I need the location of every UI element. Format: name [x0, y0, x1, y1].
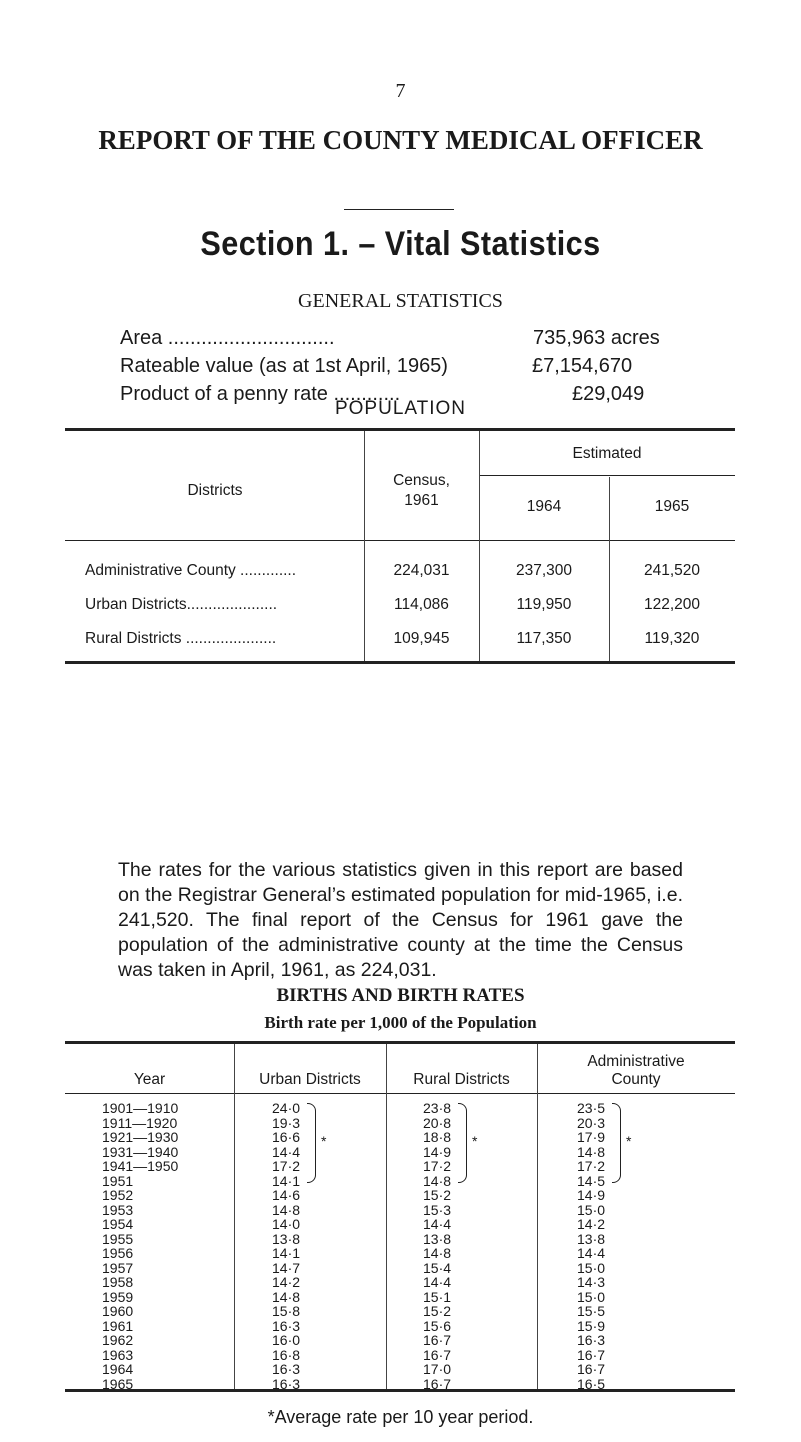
general-value: 735,963 acres: [533, 327, 660, 349]
birth-urban: 14·8: [272, 1201, 301, 1218]
birth-year: 1951: [102, 1172, 134, 1189]
pop-1964: 237,300: [515, 562, 573, 579]
col-header-admin: Administrative: [587, 1053, 685, 1070]
pop-district: Urban Districts.....................: [85, 596, 278, 613]
table-rule: [65, 1389, 735, 1392]
col-header-admin-county: County: [611, 1071, 661, 1088]
birth-admin: 16·7: [577, 1346, 606, 1363]
population-heading: POPULATION: [334, 398, 467, 419]
birth-admin: 14·9: [577, 1187, 606, 1203]
birth-admin: 14·2: [577, 1216, 606, 1232]
section-title: Section 1. – Vital Statistics: [200, 225, 601, 263]
general-label: Rateable value (as at 1st April, 1965): [120, 355, 448, 377]
birth-year: 1952: [102, 1187, 134, 1203]
footnote: *Average rate per 10 year period.: [267, 1407, 534, 1427]
birth-admin: 20·3: [577, 1114, 606, 1131]
birth-rural: 16·7: [423, 1332, 452, 1348]
birth-year: 1965: [102, 1375, 134, 1392]
birth-rural: 18·8: [423, 1129, 452, 1145]
page-number: 7: [395, 80, 406, 102]
birth-year: 1959: [102, 1288, 134, 1305]
birth-admin: 15·0: [577, 1201, 606, 1218]
birth-rural: 15·2: [423, 1303, 452, 1319]
general-label: Product of a penny rate ............: [120, 383, 401, 405]
birth-urban: 13·8: [272, 1230, 301, 1247]
explanatory-paragraph: The rates for the various statistics given in this report are based on the Registrar General’s estimated population for mid-1965, i.e. 241,520. The final report of the Census for 1961 gave the population of the administrative county at the time the Census was taken in April, 1961, as 224,031.: [118, 859, 683, 981]
birth-rural: 20·8: [423, 1114, 452, 1131]
birth-admin: 17·9: [577, 1129, 606, 1145]
column-divider: [364, 431, 365, 661]
birth-urban: 16·8: [272, 1346, 301, 1363]
pop-district: Administrative County .............: [85, 562, 297, 579]
birth-urban: 16·3: [272, 1317, 301, 1334]
col-header-year: Year: [133, 1071, 166, 1088]
birth-year: 1962: [102, 1332, 134, 1348]
birth-admin: 14·4: [577, 1245, 606, 1261]
birth-rural: 13·8: [423, 1230, 452, 1247]
birth-year: 1963: [102, 1346, 134, 1363]
col-header-census: Census,: [393, 472, 450, 489]
birth-rural: 23·8: [423, 1100, 452, 1116]
birth-year: 1931—1940: [102, 1143, 179, 1160]
birth-urban: 14·0: [272, 1216, 301, 1232]
birth-admin: 16·3: [577, 1332, 606, 1348]
birth-admin: 13·8: [577, 1230, 606, 1247]
average-marker: *: [321, 1133, 327, 1149]
pop-1965: 241,520: [643, 562, 701, 579]
average-marker: *: [472, 1133, 478, 1149]
column-divider: [234, 1044, 235, 1389]
birth-admin: 16·5: [577, 1375, 606, 1392]
birth-rural: 14·9: [423, 1143, 452, 1160]
birth-year: 1961: [102, 1317, 134, 1334]
table-rule: [479, 475, 735, 476]
pop-district: Rural Districts .....................: [85, 630, 277, 647]
general-statistics-heading: GENERAL STATISTICS: [298, 290, 503, 312]
birth-year: 1901—1910: [102, 1100, 179, 1116]
birth-urban: 14·2: [272, 1274, 301, 1290]
pop-1964: 117,350: [516, 630, 572, 647]
birth-rural: 16·7: [423, 1375, 452, 1392]
birth-rural: 15·1: [423, 1288, 452, 1305]
birth-admin: 17·2: [577, 1158, 606, 1174]
average-brace: [612, 1103, 621, 1183]
general-label: Area ..............................: [120, 327, 335, 349]
pop-census: 224,031: [393, 562, 450, 579]
birth-rural: 15·2: [423, 1187, 452, 1203]
general-row-rateable-value: [120, 355, 680, 383]
column-divider: [537, 1044, 538, 1389]
birth-year: 1960: [102, 1303, 134, 1319]
birth-rural: 14·8: [423, 1172, 452, 1189]
table-rule: [65, 661, 735, 664]
pop-1964: 119,950: [516, 596, 572, 613]
average-brace: [458, 1103, 467, 1183]
pop-1965: 119,320: [644, 630, 700, 647]
col-header-urban: Urban Districts: [259, 1071, 361, 1088]
general-value: £7,154,670: [532, 355, 633, 377]
birth-rural: 17·2: [423, 1158, 452, 1174]
birth-urban: 14·1: [272, 1172, 301, 1189]
birth-rural: 15·6: [423, 1317, 452, 1334]
birth-urban: 19·3: [272, 1114, 301, 1131]
births-subheading: Birth rate per 1,000 of the Population: [264, 1013, 537, 1032]
pop-census: 114,086: [394, 596, 449, 613]
birth-year: 1964: [102, 1361, 134, 1377]
birth-year: 1956: [102, 1245, 134, 1261]
birth-admin: 14·8: [577, 1143, 606, 1160]
birth-admin: 15·9: [577, 1317, 606, 1334]
table-rule: [65, 1093, 735, 1094]
table-rule: [65, 540, 735, 541]
birth-urban: 15·8: [272, 1303, 301, 1319]
birth-admin: 14·3: [577, 1274, 606, 1290]
column-divider: [386, 1044, 387, 1389]
column-divider: [479, 431, 480, 661]
birth-urban: 16·3: [272, 1375, 301, 1392]
birth-urban: 14·6: [272, 1187, 301, 1203]
birth-year: 1953: [102, 1201, 134, 1218]
birth-rural: 16·7: [423, 1346, 452, 1363]
birth-year: 1955: [102, 1230, 134, 1247]
birth-urban: 14·7: [272, 1259, 301, 1276]
birth-rural: 17·0: [423, 1361, 452, 1377]
birth-admin: 14·5: [577, 1172, 606, 1189]
birth-urban: 14·8: [272, 1288, 301, 1305]
birth-urban: 16·3: [272, 1361, 301, 1377]
birth-urban: 17·2: [272, 1158, 301, 1174]
births-heading: BIRTHS AND BIRTH RATES: [276, 985, 525, 1006]
general-row-area: [120, 327, 680, 355]
birth-admin: 23·5: [577, 1100, 606, 1116]
birth-year: 1911—1920: [102, 1114, 178, 1131]
table-rule: [65, 1041, 735, 1044]
birth-year: 1954: [102, 1216, 134, 1232]
col-header-rural: Rural Districts: [413, 1071, 510, 1088]
pop-1965: 122,200: [643, 596, 701, 613]
birth-year: 1941—1950: [102, 1158, 179, 1174]
birth-urban: 14·1: [272, 1245, 301, 1261]
birth-admin: 15·5: [577, 1303, 606, 1319]
birth-rural: 14·4: [423, 1274, 452, 1290]
col-header-districts: Districts: [187, 482, 243, 499]
general-value: £29,049: [572, 383, 645, 405]
birth-rural: 14·8: [423, 1245, 452, 1261]
birth-year: 1958: [102, 1274, 134, 1290]
birth-rural: 15·3: [423, 1201, 452, 1218]
col-header-1964: 1964: [526, 498, 562, 515]
average-brace: [307, 1103, 316, 1183]
birth-rural: 14·4: [423, 1216, 452, 1232]
birth-urban: 16·0: [272, 1332, 301, 1348]
table-rule: [65, 428, 735, 431]
pop-census: 109,945: [393, 630, 450, 647]
birth-year: 1921—1930: [102, 1129, 179, 1145]
average-marker: *: [626, 1133, 632, 1149]
birth-admin: 15·0: [577, 1288, 606, 1305]
birth-admin: 16·7: [577, 1361, 606, 1377]
col-header-estimated: Estimated: [572, 445, 642, 462]
col-header-census-year: 1961: [404, 492, 439, 509]
birth-admin: 15·0: [577, 1259, 606, 1276]
birth-urban: 16·6: [272, 1129, 301, 1145]
report-title: REPORT OF THE COUNTY MEDICAL OFFICER: [98, 125, 703, 155]
birth-year: 1957: [102, 1259, 134, 1276]
birth-urban: 14·4: [272, 1143, 301, 1160]
birth-rural: 15·4: [423, 1259, 452, 1276]
col-header-1965: 1965: [654, 498, 690, 515]
title-rule: [344, 209, 454, 210]
birth-urban: 24·0: [272, 1100, 301, 1116]
